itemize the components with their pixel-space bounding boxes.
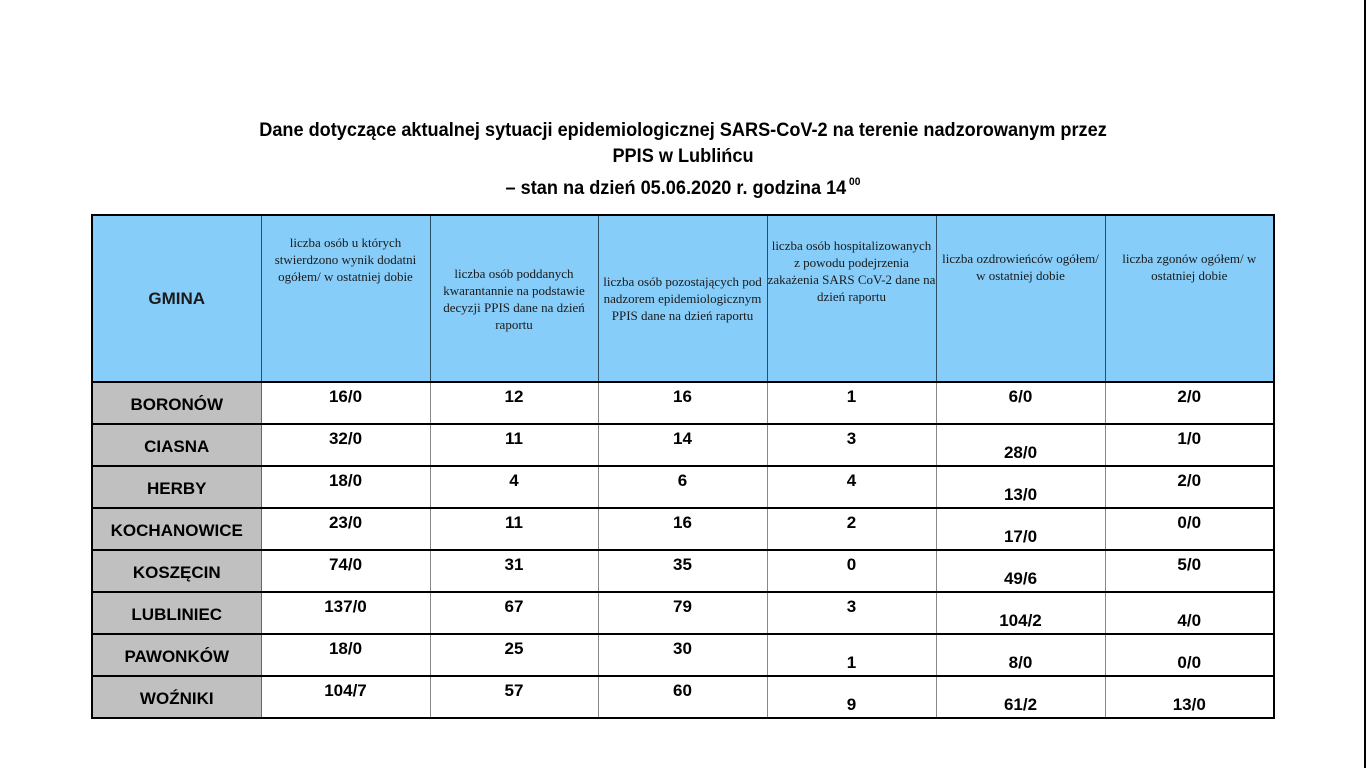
title-time-minutes: 00 (849, 176, 861, 188)
supervision-cell: 30 (598, 634, 767, 676)
supervision-cell: 60 (598, 676, 767, 718)
table-row (92, 382, 1274, 424)
header-positive: liczba osób u których stwierdzono wynik dodatni ogółem/ w ostatniej dobie (261, 215, 430, 382)
deaths-cell: 2/0 (1105, 466, 1274, 508)
gmina-cell: KOCHANOWICE (92, 508, 261, 550)
supervision-cell: 79 (598, 592, 767, 634)
quarantine-cell: 57 (430, 676, 598, 718)
positive-cell: 32/0 (261, 424, 430, 466)
hospitalized-cell: 9 (767, 676, 936, 718)
positive-cell: 23/0 (261, 508, 430, 550)
recovered-cell: 61/2 (936, 676, 1105, 718)
quarantine-cell: 4 (430, 466, 598, 508)
table-row (92, 550, 1274, 592)
header-hospitalized: liczba osób hospitalizowanych z powodu podejrzenia zakażenia SARS CoV-2 dane na dzień raportu (767, 215, 936, 382)
title-line-1: Dane dotyczące aktualnej sytuacji epidemiologicznej SARS-CoV-2 na terenie nadzorowanym przez (259, 119, 1107, 141)
positive-cell: 137/0 (261, 592, 430, 634)
gmina-cell: WOŹNIKI (92, 676, 261, 718)
supervision-cell: 35 (598, 550, 767, 592)
table-row (92, 634, 1274, 676)
table-row (92, 466, 1274, 508)
quarantine-cell: 11 (430, 424, 598, 466)
positive-cell: 74/0 (261, 550, 430, 592)
quarantine-cell: 25 (430, 634, 598, 676)
deaths-cell: 13/0 (1105, 676, 1274, 718)
recovered-cell: 13/0 (936, 466, 1105, 508)
gmina-cell: BORONÓW (92, 382, 261, 424)
quarantine-cell: 31 (430, 550, 598, 592)
gmina-cell: PAWONKÓW (92, 634, 261, 676)
table-row (92, 676, 1274, 718)
positive-cell: 16/0 (261, 382, 430, 424)
positive-cell: 18/0 (261, 466, 430, 508)
deaths-cell: 2/0 (1105, 382, 1274, 424)
quarantine-cell: 12 (430, 382, 598, 424)
table-row (92, 508, 1274, 550)
deaths-cell: 0/0 (1105, 508, 1274, 550)
deaths-cell: 5/0 (1105, 550, 1274, 592)
positive-cell: 104/7 (261, 676, 430, 718)
gmina-cell: KOSZĘCIN (92, 550, 261, 592)
recovered-cell: 28/0 (936, 424, 1105, 466)
document-title (48, 117, 1318, 201)
supervision-cell: 16 (598, 382, 767, 424)
hospitalized-cell: 2 (767, 508, 936, 550)
recovered-cell: 6/0 (936, 382, 1105, 424)
header-supervision: liczba osób pozostających pod nadzorem epidemiologicznym PPIS dane na dzień raportu (598, 215, 767, 382)
supervision-cell: 6 (598, 466, 767, 508)
hospitalized-cell: 0 (767, 550, 936, 592)
hospitalized-cell: 3 (767, 424, 936, 466)
recovered-cell: 8/0 (936, 634, 1105, 676)
hospitalized-cell: 3 (767, 592, 936, 634)
gmina-cell: LUBLINIEC (92, 592, 261, 634)
header-recovered: liczba ozdrowieńców ogółem/ w ostatniej dobie (936, 215, 1105, 382)
hospitalized-cell: 4 (767, 466, 936, 508)
table-header-row (92, 215, 1274, 382)
header-deaths: liczba zgonów ogółem/ w ostatniej dobie (1105, 215, 1274, 382)
table-row (92, 592, 1274, 634)
recovered-cell: 104/2 (936, 592, 1105, 634)
quarantine-cell: 11 (430, 508, 598, 550)
header-gmina: GMINA (92, 215, 261, 382)
supervision-cell: 16 (598, 508, 767, 550)
title-line-2: PPIS w Lublińcu (612, 145, 754, 167)
supervision-cell: 14 (598, 424, 767, 466)
gmina-cell: HERBY (92, 466, 261, 508)
positive-cell: 18/0 (261, 634, 430, 676)
gmina-cell: CIASNA (92, 424, 261, 466)
deaths-cell: 1/0 (1105, 424, 1274, 466)
hospitalized-cell: 1 (767, 382, 936, 424)
quarantine-cell: 67 (430, 592, 598, 634)
hospitalized-cell: 1 (767, 634, 936, 676)
deaths-cell: 4/0 (1105, 592, 1274, 634)
header-quarantine: liczba osób poddanych kwarantannie na podstawie decyzji PPIS dane na dzień raportu (430, 215, 598, 382)
epidemiology-table (91, 214, 1275, 719)
recovered-cell: 49/6 (936, 550, 1105, 592)
title-line-3 (48, 169, 1318, 201)
recovered-cell: 17/0 (936, 508, 1105, 550)
title-date-text: – stan na dzień 05.06.2020 r. godzina 14 (505, 177, 847, 199)
deaths-cell: 0/0 (1105, 634, 1274, 676)
table-row (92, 424, 1274, 466)
